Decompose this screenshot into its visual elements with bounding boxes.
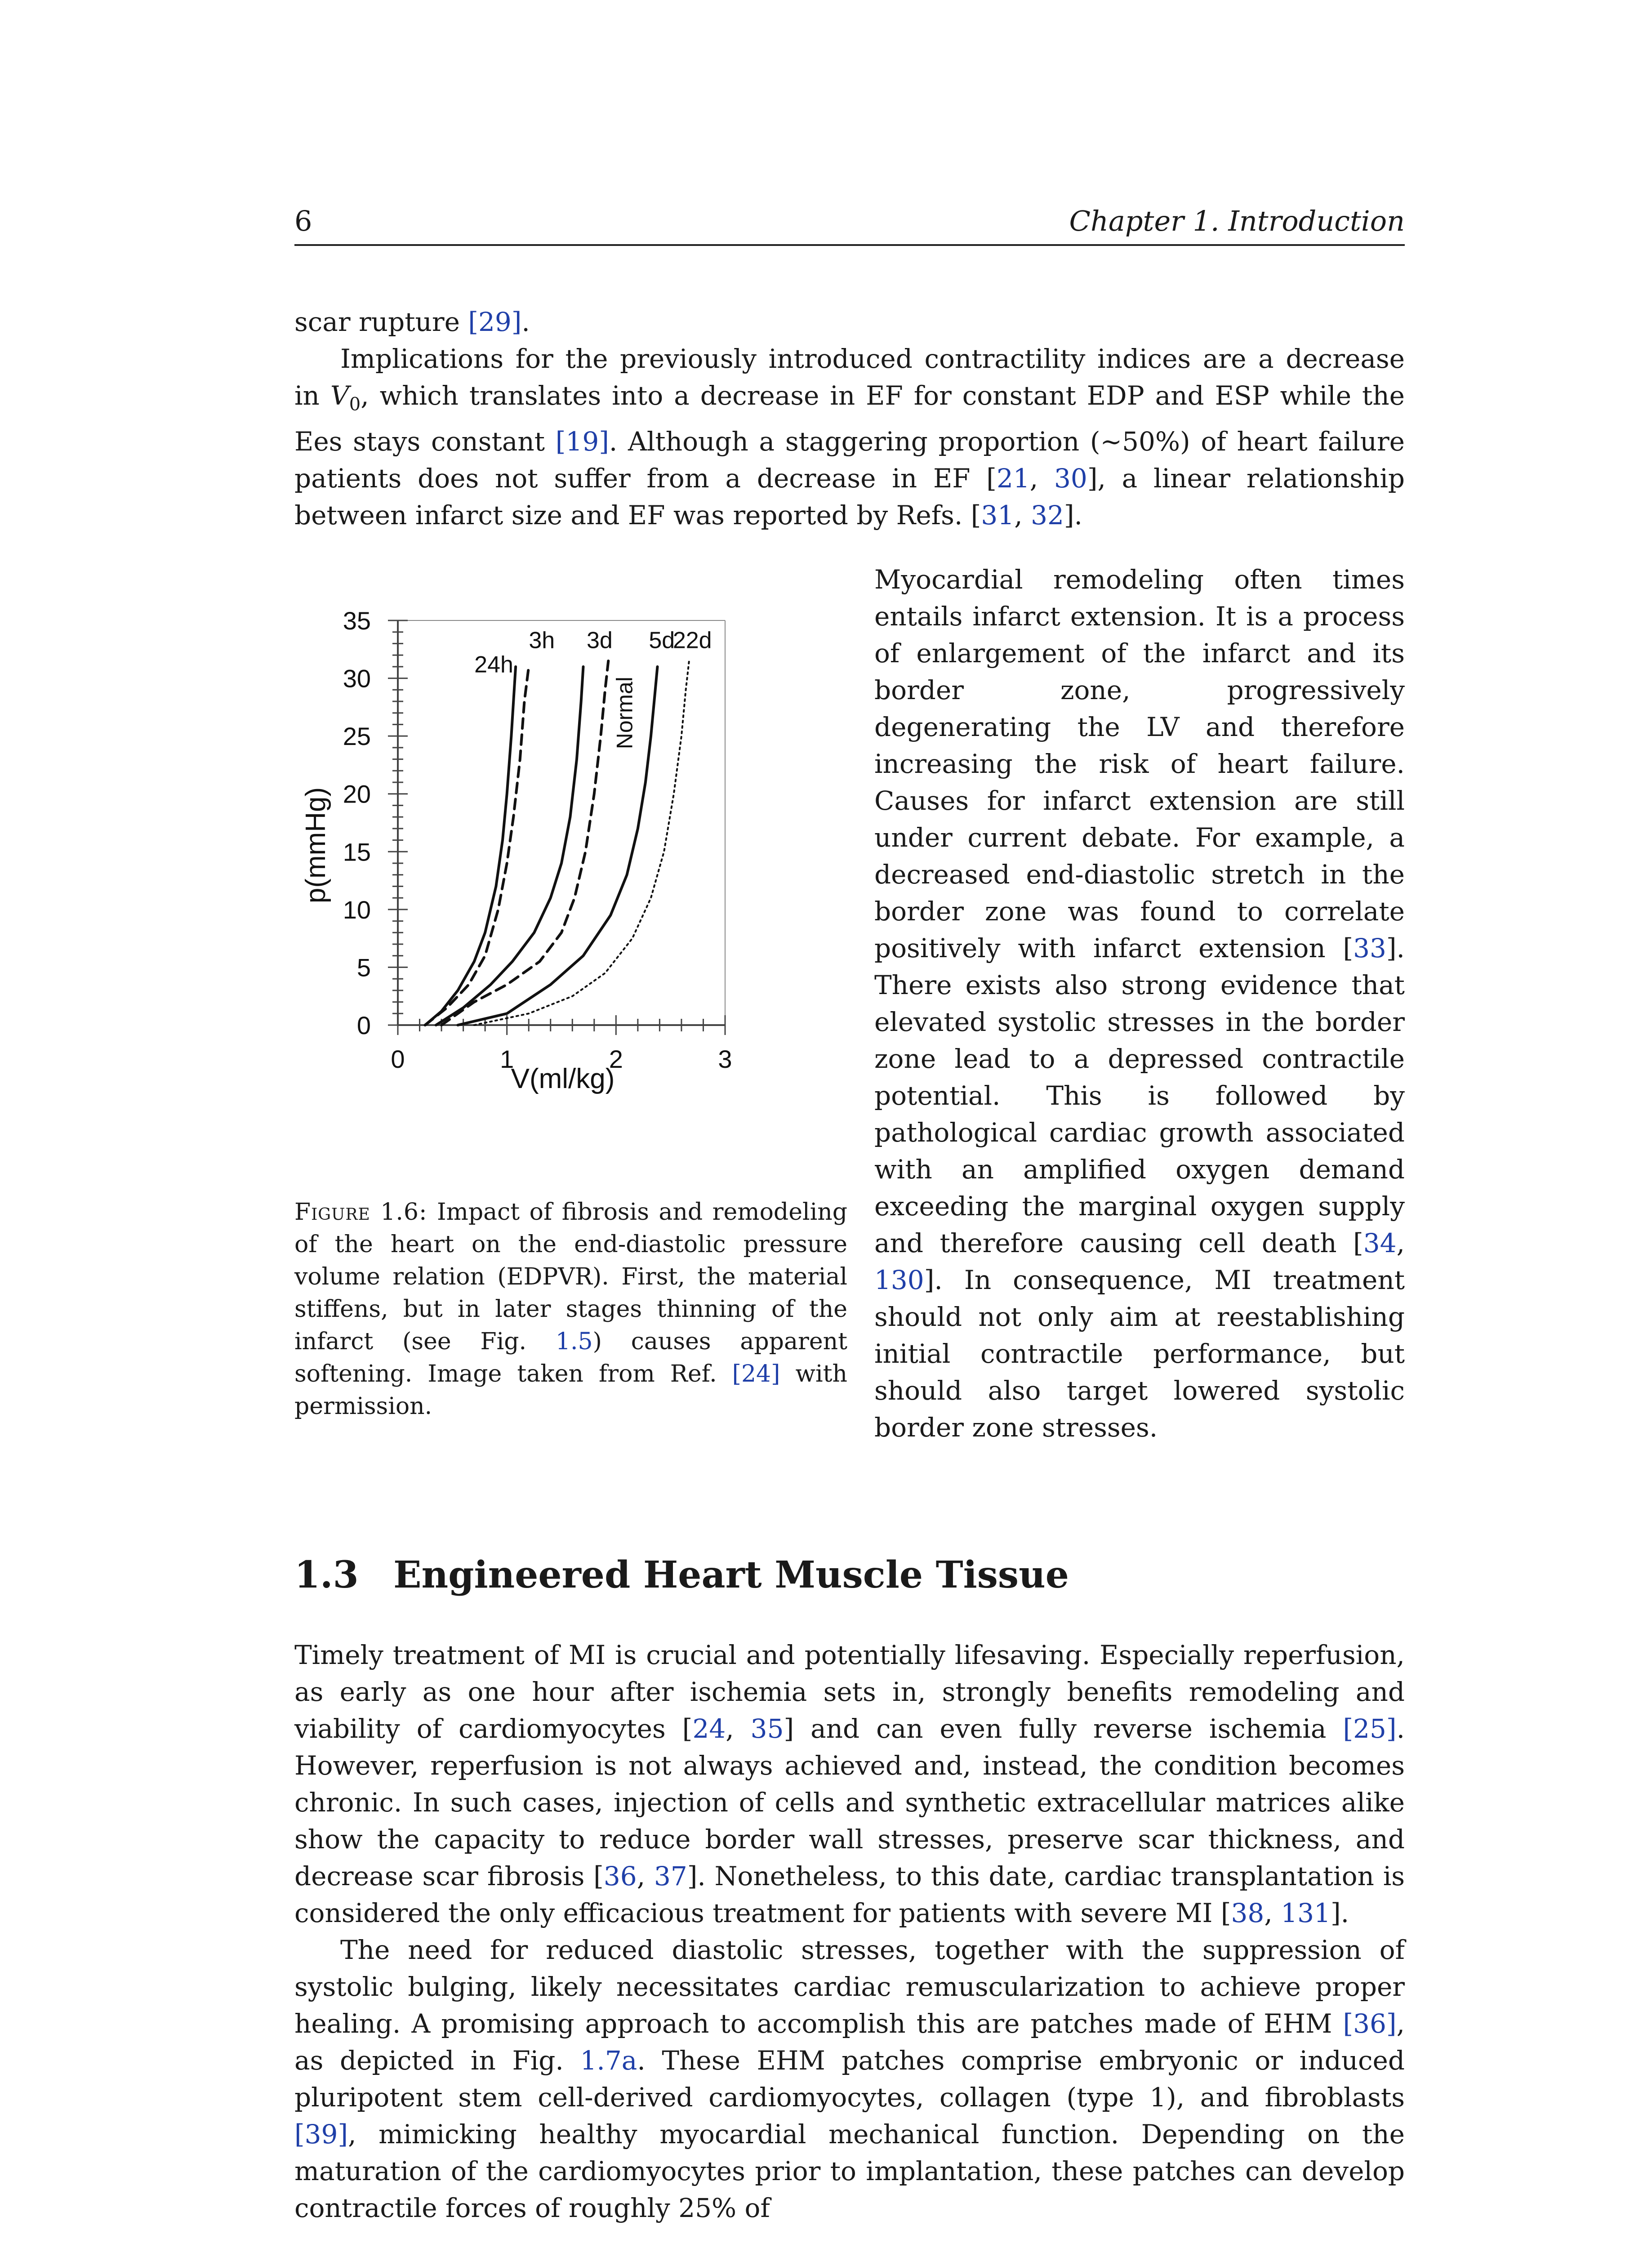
curve-normal <box>441 661 608 1025</box>
page-header <box>294 205 1405 246</box>
citation-link[interactable]: [29] <box>468 307 522 337</box>
citation-link[interactable]: 131 <box>1281 1898 1331 1928</box>
citation-link[interactable]: [25] <box>1343 1713 1397 1744</box>
chart-axes <box>398 620 725 1025</box>
citation-link[interactable]: [36] <box>1343 2008 1397 2039</box>
series-label: 3d <box>587 627 613 654</box>
section-body <box>294 1637 1405 2226</box>
section-heading <box>294 1553 1069 1597</box>
y-tick-label: 5 <box>356 953 371 982</box>
curve-3d <box>436 667 583 1025</box>
y-tick-label: 30 <box>343 664 371 693</box>
citation-link[interactable]: 130 <box>874 1265 924 1295</box>
series-label: 24h <box>474 651 513 678</box>
citation-link[interactable]: 31 <box>981 500 1015 531</box>
paragraph-remodeling: Myocardial remodeling often times entails infarct extension. It is a process of enlargement of the infarct and its border zone, progressively degenerating the LV and therefore increasing the risk of heart failure. Causes for infarct extension are still under current debate. For example, a decreased end-diastolic stretch in the border zone was found to correlate positively with infarct extension [33]. There exists also strong evidence that elevated systolic stresses in the border zone lead to a depressed contractile potential. This is followed by pathological cardiac growth associated with an amplified oxygen demand exceeding the marginal oxygen supply and therefore causing cell death [34, 130]. In consequence, MI treatment should not only aim at reestablishing initial contractile performance, but should also target lowered systolic border zone stresses. <box>874 564 1405 1443</box>
y-tick-label: 35 <box>343 607 371 635</box>
y-tick-label: 25 <box>343 722 371 751</box>
citation-link[interactable]: 30 <box>1054 463 1087 494</box>
y-tick-label: 15 <box>343 838 371 866</box>
figure-ref-link[interactable]: 1.7a <box>580 2045 637 2076</box>
figure-edpvr <box>294 575 847 1102</box>
y-tick-label: 0 <box>356 1011 371 1039</box>
series-label: 5d <box>649 627 675 654</box>
y-tick-label: 10 <box>343 895 371 924</box>
running-title: Chapter 1. Introduction <box>1069 205 1405 237</box>
chart-ticks <box>343 607 732 1073</box>
citation-link[interactable]: 34 <box>1363 1228 1397 1258</box>
figure-ref-link[interactable]: 1.5 <box>555 1328 593 1355</box>
series-label: 22d <box>672 627 712 654</box>
section-number: 1.3 <box>294 1553 359 1597</box>
series-label: 3h <box>529 627 555 654</box>
figure-label: Figure 1.6: <box>294 1199 427 1226</box>
section-title: Engineered Heart Muscle Tissue <box>393 1553 1069 1597</box>
paragraph-scar-rupture: scar rupture [29]. <box>294 307 530 337</box>
citation-link[interactable]: 24 <box>692 1713 726 1744</box>
x-tick-label: 0 <box>391 1045 405 1073</box>
chart-labels <box>474 628 712 749</box>
paragraph-treatment: Timely treatment of MI is crucial and potentially lifesaving. Especially reperfusion, as early as one hour after ischemia sets in, strongly benefits remodeling and viability of cardiomyocytes [24, 35] and can even fully reverse ischemia [25]. However, reperfusion is not always achieved and, instead, the condition becomes chronic. In such cases, injection of cells and synthetic extracellular matrices alike show the capacity to reduce border wall stresses, preserve scar thickness, and decrease scar fibrosis [36, 37]. Nonetheless, to this date, cardiac transplantation is considered the only efficacious treatment for patients with severe MI [38, 131]. <box>294 1640 1405 1928</box>
citation-link[interactable]: 37 <box>654 1861 687 1891</box>
page-number: 6 <box>294 205 312 237</box>
x-axis-label: V(ml/kg) <box>511 1063 615 1094</box>
intro-paragraphs <box>294 303 1405 534</box>
citation-link[interactable]: 33 <box>1353 933 1386 963</box>
figure-caption: Figure 1.6: Impact of fibrosis and remodeling of the heart on the end-diastolic pressure volume relation (EDPVR). First, the material stiffens, but in later stages thinning of the infarct (see Fig. 1.5) causes apparent softening. Image taken from Ref. [24] with permission. <box>294 1199 848 1420</box>
citation-link[interactable]: 21 <box>996 463 1030 494</box>
citation-link[interactable]: [39] <box>294 2119 348 2150</box>
x-tick-label: 1 <box>500 1045 514 1073</box>
edpvr-chart <box>294 575 847 1102</box>
x-tick-label: 2 <box>609 1045 623 1073</box>
curve-22d <box>474 661 689 1025</box>
chart-curves <box>425 661 689 1025</box>
paragraph-ehm: The need for reduced diastolic stresses, together with the suppression of systolic bulging, likely necessitates cardiac remuscularization to achieve proper healing. A promising approach to accomplish this are patches made of EHM [36], as depicted in Fig. 1.7a. These EHM patches comprise embryonic or induced pluripotent stem cell-derived cardiomyocytes, collagen (type 1), and fibroblasts [39], mimicking healthy myocardial mechanical function. Depending on the maturation of the cardiomyocytes prior to implantation, these patches can develop contractile forces of roughly 25% of <box>294 1935 1405 2223</box>
y-axis-label: p(mmHg) <box>300 787 331 904</box>
paragraph-implications: Implications for the previously introduced contractility indices are a decrease in $V_0$, which translates into a decrease in EF for constant EDP and ESP while the Ees stays constant [19]. Although a staggering proportion (∼50%) of heart failure patients does not suffer from a decrease in EF [21, 30], a linear relationship between infarct size and EF was reported by Refs. [31, 32]. <box>294 343 1405 531</box>
citation-link[interactable]: 32 <box>1031 500 1064 531</box>
citation-link[interactable]: [19] <box>555 426 609 457</box>
series-label: Normal <box>612 677 637 749</box>
citation-link[interactable]: 38 <box>1231 1898 1265 1928</box>
x-tick-label: 3 <box>718 1045 732 1073</box>
y-tick-label: 20 <box>343 780 371 808</box>
citation-link[interactable]: 36 <box>603 1861 637 1891</box>
side-paragraph <box>874 561 1405 1446</box>
citation-link[interactable]: [24] <box>732 1360 780 1387</box>
citation-link[interactable]: 35 <box>750 1713 784 1744</box>
